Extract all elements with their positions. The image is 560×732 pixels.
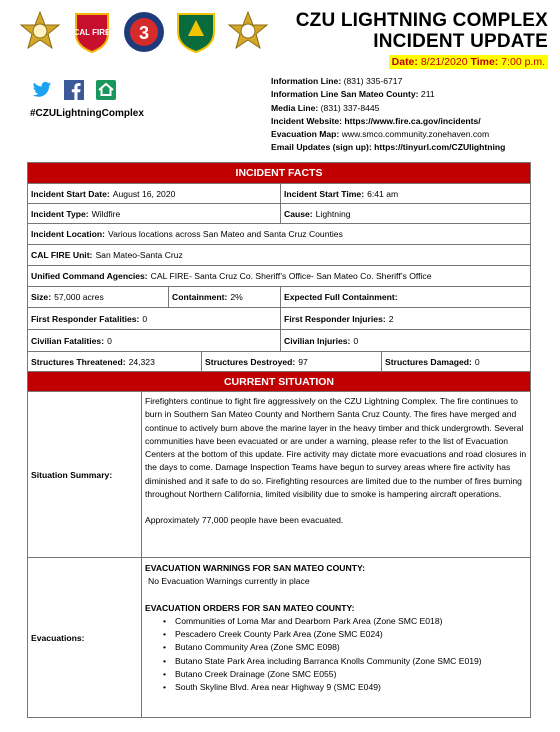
location-value: Various locations across San Mateo and Santa Cruz Counties bbox=[108, 229, 343, 239]
email-label: Email Updates (sign up): bbox=[271, 142, 372, 153]
threatened-label: Structures Threatened: bbox=[31, 356, 126, 367]
agency-logos bbox=[18, 10, 270, 54]
warnings-text: No Evacuation Warnings currently in place bbox=[148, 576, 310, 587]
size-cell bbox=[28, 287, 168, 307]
cause-cell bbox=[280, 204, 530, 223]
unit-cell bbox=[28, 245, 530, 265]
destroyed-value: 97 bbox=[298, 356, 308, 367]
civ-injuries-label: Civilian Injuries: bbox=[284, 335, 351, 346]
orders-list bbox=[163, 615, 527, 695]
media-line-label: Media Line: bbox=[271, 102, 319, 113]
cal-fire-logo bbox=[70, 10, 114, 54]
sheriff-star-logo-2 bbox=[226, 10, 270, 54]
title-line-2: INCIDENT UPDATE bbox=[373, 31, 548, 52]
size-label: Size: bbox=[31, 292, 52, 302]
facts-row-start bbox=[28, 183, 530, 203]
incident-facts-header: INCIDENT FACTS bbox=[28, 163, 530, 183]
info-line-value: (831) 335-6717 bbox=[343, 76, 403, 86]
type-value: Wildfire bbox=[91, 208, 121, 219]
map-row bbox=[271, 128, 556, 141]
fr-injuries-cell bbox=[280, 308, 530, 329]
size-value: 57,000 acres bbox=[54, 292, 104, 302]
evacuations-row bbox=[28, 557, 530, 717]
civ-fatalities-label: Civilian Fatalities: bbox=[31, 335, 105, 346]
cause-value: Lightning bbox=[315, 208, 351, 219]
evacuations-body bbox=[142, 558, 530, 717]
cause-label: Cause: bbox=[284, 208, 313, 219]
fr-fatalities-value: 0 bbox=[142, 313, 148, 324]
location-cell bbox=[28, 224, 530, 244]
page-header bbox=[0, 0, 560, 70]
facts-row-agencies bbox=[28, 265, 530, 286]
start-date-label: Incident Start Date: bbox=[31, 188, 110, 199]
sm-line-value: 211 bbox=[420, 89, 435, 100]
start-date-cell bbox=[28, 184, 280, 203]
threatened-cell bbox=[28, 352, 201, 371]
current-situation-header: CURRENT SITUATION bbox=[28, 371, 530, 391]
damaged-cell bbox=[381, 352, 530, 371]
title-line-1: CZU LIGHTNING COMPLEX bbox=[295, 10, 548, 31]
destroyed-label: Structures Destroyed: bbox=[205, 356, 296, 367]
damaged-value: 0 bbox=[474, 356, 480, 367]
list-item: • Pescadero Creek County Park Area (Zone SMC E024) bbox=[163, 628, 527, 641]
sm-line-label: Information Line San Mateo County: bbox=[271, 89, 419, 100]
situation-summary-paragraph: Firefighters continue to fight fire aggressively on the CZU Lightning Complex. The fire continues to burn in Southern San Mateo County and Northern Santa Cruz County. The fires have merged and continue to actively burn above the marine layer in the heavy timber and thick undergrowth. Several communities have been evacuated or are under a warning, please refer to the list of Evacuation Centers at the bottom of this update. Fire activity may dictate more evacuations and road closures in the days to come. Damage Inspection Teams have begun to survey areas where fire activity has diminished and it safe to do so. Firefighting resources are limited due to the number of fires burning throughout Northern California, limited visibility due to smoke is hampering aircraft operations. bbox=[145, 396, 527, 500]
evacuations-label: Evacuations: bbox=[28, 558, 142, 717]
title-block bbox=[296, 10, 548, 70]
civ-fatalities-cell bbox=[28, 330, 280, 351]
twitter-icon[interactable] bbox=[32, 80, 52, 100]
date-value: 8/21/2020 bbox=[420, 56, 468, 68]
list-item: • Butano Community Area (Zone SMC E098) bbox=[163, 641, 527, 654]
facts-row-structures bbox=[28, 351, 530, 371]
fr-injuries-label: First Responder Injuries: bbox=[284, 313, 386, 324]
unit-value: San Mateo-Santa Cruz bbox=[95, 250, 183, 260]
website-label: Incident Website: bbox=[271, 115, 342, 126]
facts-row-fr bbox=[28, 307, 530, 329]
facts-row-type bbox=[28, 203, 530, 223]
civ-injuries-cell bbox=[280, 330, 530, 351]
facts-row-location bbox=[28, 223, 530, 244]
situation-summary-body bbox=[142, 392, 530, 557]
fr-fatalities-cell bbox=[28, 308, 280, 329]
sheriff-star-logo bbox=[18, 10, 62, 54]
media-line-row bbox=[271, 102, 556, 115]
unit-label: CAL FIRE Unit: bbox=[31, 250, 93, 260]
social-links bbox=[32, 80, 116, 100]
full-containment-label: Expected Full Containment: bbox=[284, 292, 398, 302]
county-seal-logo bbox=[122, 10, 166, 54]
full-containment-cell bbox=[280, 287, 530, 307]
list-item: • South Skyline Blvd. Area near Highway 9 (SMC E049) bbox=[163, 681, 527, 694]
agencies-value: CAL FIRE- Santa Cruz Co. Sheriff’s Office- San Mateo Co. Sheriff’s Office bbox=[150, 271, 432, 281]
agencies-label: Unified Command Agencies: bbox=[31, 271, 148, 281]
fr-injuries-value: 2 bbox=[388, 313, 394, 324]
fr-fatalities-label: First Responder Fatalities: bbox=[31, 313, 140, 324]
forest-service-logo bbox=[174, 10, 218, 54]
situation-summary-label: Situation Summary: bbox=[28, 392, 142, 557]
start-time-cell bbox=[280, 184, 530, 203]
facts-row-unit bbox=[28, 244, 530, 265]
type-label: Incident Type: bbox=[31, 208, 89, 219]
situation-summary-row bbox=[28, 391, 530, 557]
orders-heading: EVACUATION ORDERS FOR SAN MATEO COUNTY: bbox=[145, 602, 355, 613]
media-line-value: (831) 337-8445 bbox=[320, 102, 380, 113]
agencies-cell bbox=[28, 266, 530, 286]
list-item: • Communities of Loma Mar and Dearborn Park Area (Zone SMC E018) bbox=[163, 615, 527, 628]
type-cell bbox=[28, 204, 280, 223]
start-time-label: Incident Start Time: bbox=[284, 188, 365, 199]
county-seal-number: 3 bbox=[138, 23, 150, 43]
location-label: Incident Location: bbox=[31, 229, 105, 239]
facebook-icon[interactable] bbox=[64, 80, 84, 100]
start-time-value: 6:41 am bbox=[367, 188, 399, 199]
date-time-highlight bbox=[389, 55, 548, 69]
list-item: • Butano State Park Area including Barranca Knolls Community (Zone SMC E019) bbox=[163, 655, 527, 668]
facts-row-size bbox=[28, 286, 530, 307]
contact-info bbox=[271, 75, 556, 155]
sm-line-row bbox=[271, 88, 556, 101]
list-item: • Butano Creek Drainage (Zone SMC E055) bbox=[163, 668, 527, 681]
time-value: 7:00 p.m. bbox=[501, 56, 545, 68]
incident-facts-table bbox=[27, 162, 531, 718]
hashtag-text: #CZULightningComplex bbox=[30, 108, 144, 119]
date-label: Date: bbox=[391, 56, 418, 68]
email-link[interactable]: https://tinyurl.com/CZUlightning bbox=[374, 142, 506, 153]
info-line-row bbox=[271, 75, 556, 88]
map-label: Evacuation Map: bbox=[271, 129, 340, 140]
info-line-label: Information Line: bbox=[271, 76, 342, 86]
civ-injuries-value: 0 bbox=[353, 335, 359, 346]
website-link[interactable]: https://www.fire.ca.gov/incidents/ bbox=[344, 115, 481, 126]
destroyed-cell bbox=[201, 352, 381, 371]
map-link[interactable]: www.smco.community.zonehaven.com bbox=[341, 129, 490, 140]
civ-fatalities-value: 0 bbox=[107, 335, 112, 346]
cal-fire-logo-text: CAL FIRE bbox=[73, 28, 111, 37]
start-date-value: August 16, 2020 bbox=[112, 188, 176, 199]
facts-row-civ bbox=[28, 329, 530, 351]
damaged-label: Structures Damaged: bbox=[385, 356, 472, 367]
containment-cell bbox=[168, 287, 280, 307]
website-row bbox=[271, 115, 556, 128]
warnings-heading: EVACUATION WARNINGS FOR SAN MATEO COUNTY: bbox=[145, 563, 365, 573]
containment-label: Containment: bbox=[172, 292, 228, 302]
email-row bbox=[271, 141, 556, 154]
evacuated-count-text: Approximately 77,000 people have been evacuated. bbox=[145, 515, 344, 526]
threatened-value: 24,323 bbox=[128, 356, 155, 367]
time-label: Time: bbox=[470, 56, 499, 68]
containment-value: 2% bbox=[230, 292, 243, 302]
nextdoor-icon[interactable] bbox=[96, 80, 116, 100]
